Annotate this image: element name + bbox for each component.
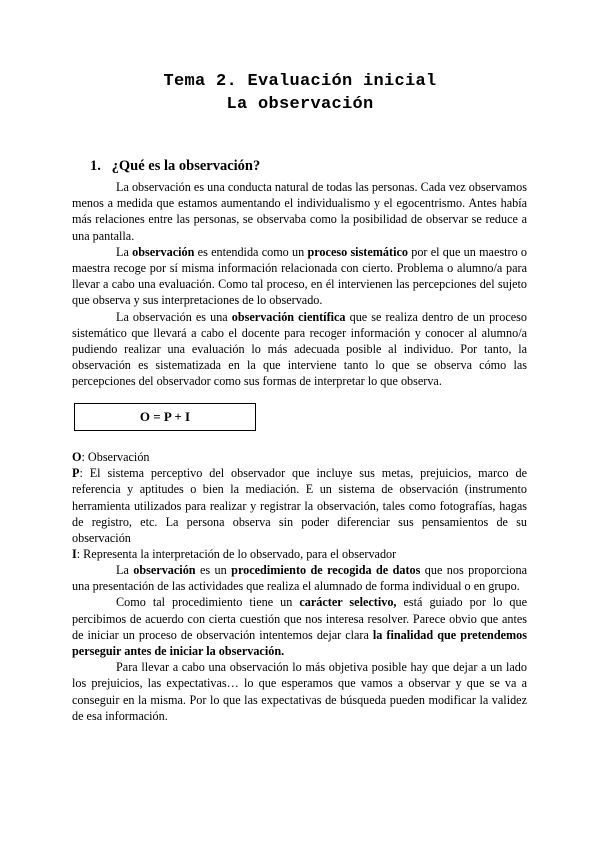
page-subtitle: La observación [226,95,374,114]
procedure-block [72,562,527,724]
definition-o: O: Observación [72,450,150,464]
definition-p: P: El sistema perceptivo del observador que incluye sus metas, prejuicios, marco de referencia y aptitudes o bien la mediación. E un sistema de observación (instrumento herramienta utilizados para realizar y registrar la observación, tales como fotografías, hagas de registro, etc. La persona observa sin poder diferenciar sus pensamientos de su observación [72,466,527,546]
paragraph-4: La observación es un procedimiento de recogida de datos que nos proporciona una presentación de las actividades que realiza el alumnado de forma individual o en grupo. [72,563,527,594]
page-title: Tema 2. Evaluación inicial [163,72,437,91]
definitions-block [72,449,527,562]
intro-block [72,179,527,390]
section-title: ¿Qué es la observación? [111,158,261,174]
paragraph-6: Para llevar a cabo una observación lo más objetiva posible hay que dejar a un lado los prejuicios, las expectativas… lo que esperamos que vamos a observar y que se va a conseguir en la misma. Por lo que las expectativas de búsqueda pueden modificar la validez de esa información. [72,660,527,723]
section-number: 1. [90,158,101,174]
formula-box: O = P + I [74,403,256,431]
paragraph-2: La observación es entendida como un proceso sistemático por el que un maestro o maestra recoge por sí misma información relacionada con cierto. Problema o alumno/a para llevar a cabo una evaluación. Como tal proceso, en él intervienen las percepciones del sujeto que observa y sus interpretaciones de lo observado. [72,244,528,308]
section-heading [90,158,260,175]
paragraph-3: La observación es una observación científica que se realiza dentro de un proceso sistemático que llevará a cabo el docente para recoger información y conocer al alumno/a pudiendo realizar una evaluación lo más adecuada posible al individuo. Por tanto, la observación es sistematizada en la que interviene tanto lo que se observa cómo las percepciones del observador como sus formas de interpretar lo que observa. [72,309,527,389]
definition-i: I: Representa la interpretación de lo observado, para el observador [72,547,397,562]
paragraph-1: La observación es una conducta natural de todas las personas. Cada vez observamos menos a medida que estamos aumentando el individualismo y el egocentrismo. Antes había más relaciones entre las personas, se observaba como la posibilidad de observar se reduce a una pantalla. [72,180,527,243]
paragraph-5: Como tal procedimiento tiene un carácter selectivo, está guiado por lo que percibimos de acuerdo con cierta cuestión que nos interesa resolver. Parece obvio que antes de iniciar un proceso de observación intentemos dejar clara la finalidad que pretendemos perseguir antes de iniciar la observación. [72,595,528,659]
